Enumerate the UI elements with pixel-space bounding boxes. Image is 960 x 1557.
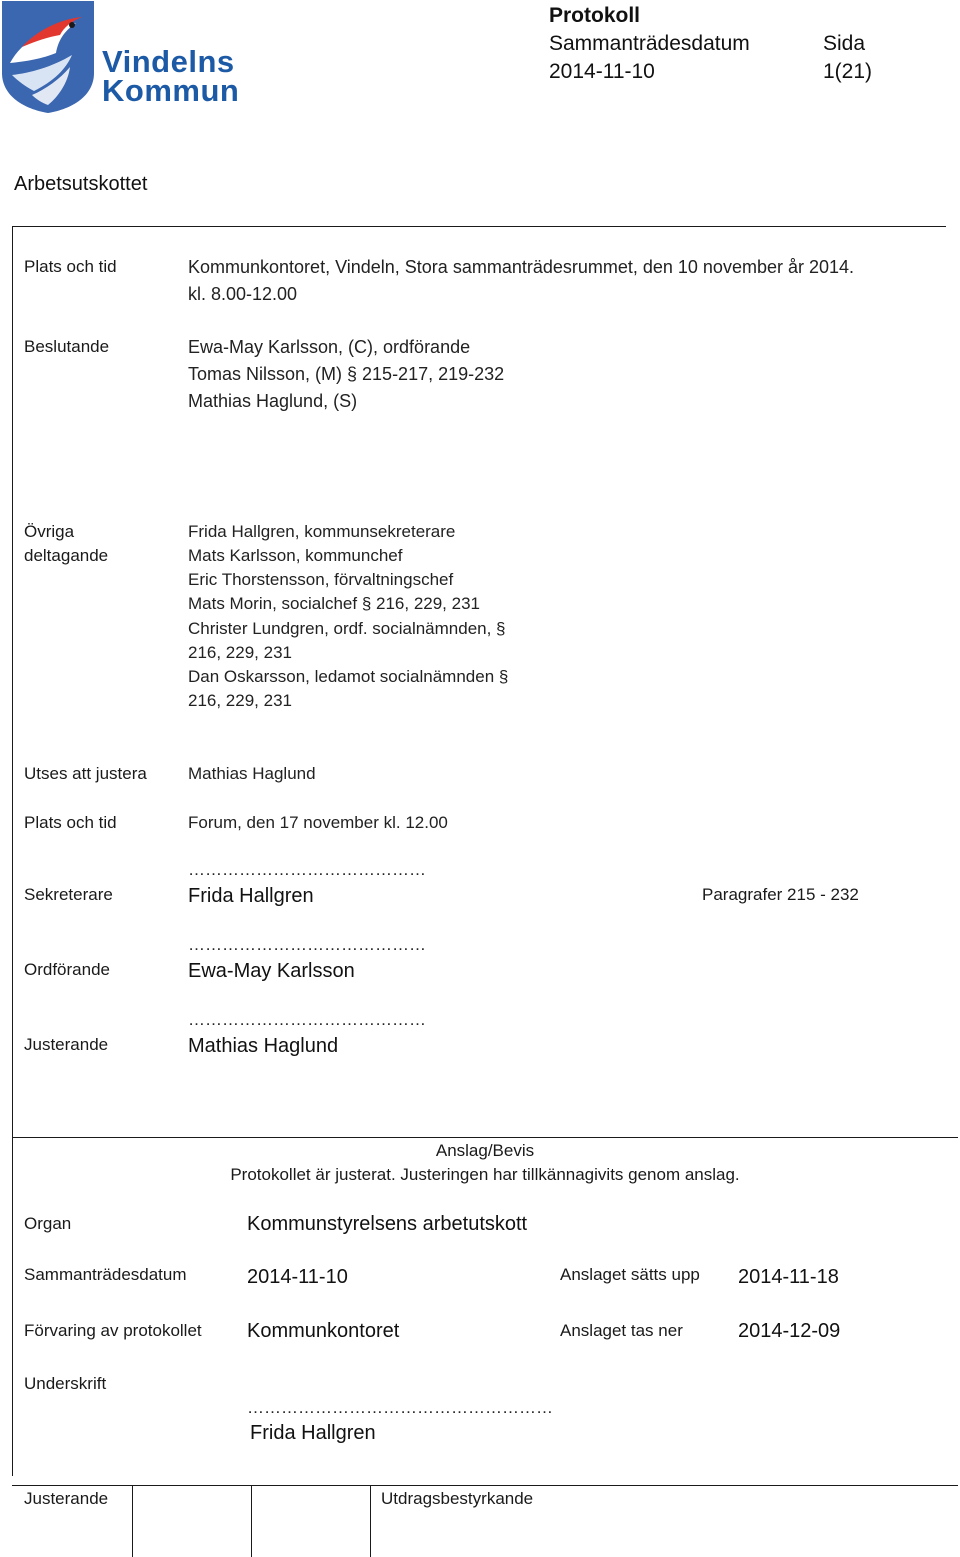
- adjuster-name: Mathias Haglund: [188, 1035, 339, 1057]
- place-line-2: kl. 8.00-12.00: [188, 284, 298, 304]
- municipality-logo: [0, 0, 250, 115]
- participant: Mats Morin, socialchef § 216, 229, 231: [188, 594, 480, 613]
- decision-member: Tomas Nilsson, (M) § 215-217, 219-232: [188, 364, 505, 384]
- participant: Frida Hallgren, kommunsekreterare: [188, 522, 456, 541]
- chair-label: Ordförande: [24, 960, 110, 979]
- signature-dots: ……………………………………: [188, 860, 426, 879]
- place-label: Plats och tid: [24, 257, 117, 276]
- salmon-emblem-icon: [2, 1, 94, 113]
- adjust-place-value: Forum, den 17 november kl. 12.00: [188, 813, 448, 832]
- decision-label: Beslutande: [24, 337, 110, 356]
- adjuster-label: Justerande: [24, 1035, 109, 1054]
- document-type: Protokoll: [549, 4, 641, 27]
- chair-name: Ewa-May Karlsson: [188, 960, 355, 982]
- sign-label: Underskrift: [24, 1374, 107, 1393]
- footer-extract-label: Utdragsbestyrkande: [381, 1489, 534, 1508]
- footer-cell-divider: [370, 1485, 371, 1557]
- others-label-2: deltagande: [24, 546, 109, 565]
- secretary-label: Sekreterare: [24, 885, 113, 904]
- removed-value: 2014-12-09: [738, 1320, 841, 1342]
- secretary-name: Frida Hallgren: [188, 885, 314, 907]
- footer-cell-divider: [132, 1485, 133, 1557]
- sign-name: Frida Hallgren: [250, 1422, 376, 1444]
- decision-member: Ewa-May Karlsson, (C), ordförande: [188, 337, 471, 357]
- notice-title: Anslag/Bevis: [435, 1141, 535, 1160]
- posted-value: 2014-11-18: [738, 1266, 839, 1288]
- logo-line-1: Vindelns: [102, 44, 235, 79]
- organ-value: Kommunstyrelsens arbetutskott: [247, 1213, 528, 1235]
- posted-label: Anslaget sätts upp: [560, 1265, 700, 1284]
- page-number: 1(21): [823, 60, 873, 83]
- participant: Christer Lundgren, ordf. socialnämnden, §: [188, 619, 506, 638]
- signature-dots: ……………………………………: [188, 1010, 426, 1029]
- meeting-date-value: 2014-11-10: [549, 60, 655, 83]
- decision-member: Mathias Haglund, (S): [188, 391, 358, 411]
- participant: Eric Thorstensson, förvaltningschef: [188, 570, 454, 589]
- notice-text: Protokollet är justerat. Justeringen har tillkännagivits genom anslag.: [230, 1165, 740, 1184]
- participant: 216, 229, 231: [188, 691, 292, 710]
- participant: Dan Oskarsson, ledamot socialnämnden §: [188, 667, 509, 686]
- logo-line-2: Kommun: [102, 73, 240, 108]
- sign-dots: ………………………………………………: [247, 1398, 553, 1417]
- participant: 216, 229, 231: [188, 643, 292, 662]
- signature-dots: ……………………………………: [188, 935, 426, 954]
- footer-cell-divider: [251, 1485, 252, 1557]
- notice-date-value: 2014-11-10: [247, 1266, 348, 1288]
- storage-value: Kommunkontoret: [247, 1320, 400, 1342]
- left-margin-line: [12, 226, 13, 1476]
- storage-label: Förvaring av protokollet: [24, 1321, 202, 1340]
- notice-divider: [12, 1137, 958, 1138]
- committee-title: Arbetsutskottet: [14, 173, 148, 195]
- paragraphs-range: Paragrafer 215 - 232: [702, 885, 859, 904]
- others-label-1: Övriga: [24, 522, 75, 541]
- footer-adjuster-label: Justerande: [24, 1489, 109, 1508]
- removed-label: Anslaget tas ner: [560, 1321, 683, 1340]
- organ-label: Organ: [24, 1214, 72, 1233]
- participant: Mats Karlsson, kommunchef: [188, 546, 403, 565]
- adjust-label: Utses att justera: [24, 764, 147, 783]
- page-label: Sida: [823, 32, 866, 55]
- adjust-value: Mathias Haglund: [188, 764, 316, 783]
- adjust-place-label: Plats och tid: [24, 813, 117, 832]
- footer-divider: [12, 1485, 958, 1486]
- top-divider: [12, 226, 946, 227]
- meeting-date-label: Sammanträdesdatum: [549, 32, 750, 55]
- notice-date-label: Sammanträdesdatum: [24, 1265, 187, 1284]
- place-line-1: Kommunkontoret, Vindeln, Stora sammanträdesrummet, den 10 november år 2014.: [188, 257, 855, 277]
